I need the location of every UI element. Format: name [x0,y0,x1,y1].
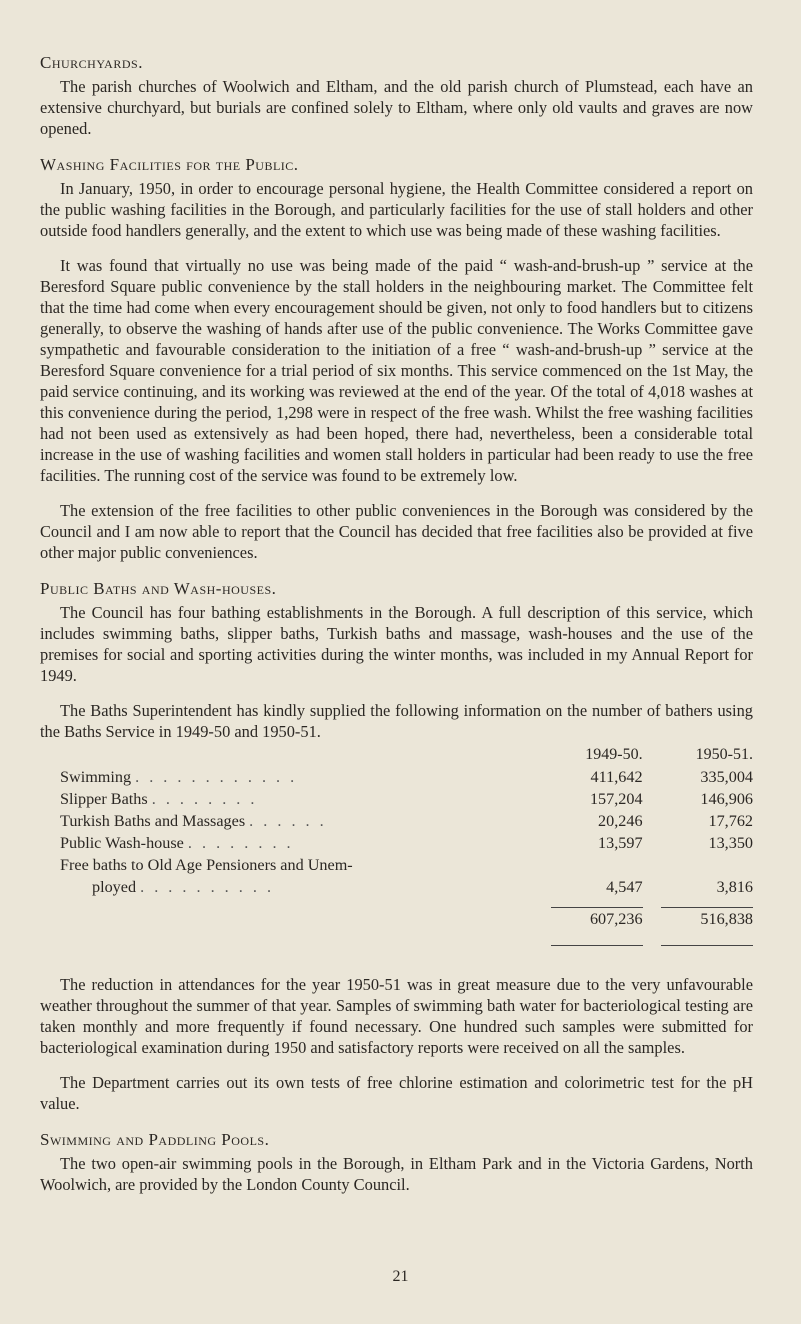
total-1949-50: 607,236 [589,910,643,928]
baths-paragraph-2: The Baths Superintendent has kindly supplied the following information on the number of bathers using the Baths Service in 1949-50 and 1950-51. [40,701,753,741]
row-label: Public Wash-house [60,834,184,852]
table-row [60,854,753,876]
column-header-1949-50: 1949-50. [585,746,643,763]
row-label: Free baths to Old Age Pensioners and Unem- [60,856,353,874]
table-row [60,876,753,898]
pools-paragraph: The two open-air swimming pools in the Borough, in Eltham Park and in the Victoria Gardens, North Woolwich, are provided by the London County Council. [40,1154,753,1194]
section-churchyards [40,52,753,139]
total-1950-51: 516,838 [700,910,753,928]
pools-heading: Swimming and Paddling Pools. [40,1130,270,1149]
table-row [60,788,753,810]
leader-dots: . . . . . . . . [187,834,294,852]
leader-dots: . . . . . . . . . . . . [135,768,298,786]
baths-paragraph-4: The Department carries out its own tests of free chlorine estimation and colorimetric test for the pH value. [40,1073,753,1113]
row-label: Slipper Baths [60,790,148,808]
leader-dots: . . . . . . . . . . [140,878,274,896]
table-header-row [60,744,753,766]
page-number: 21 [392,1268,409,1285]
cell-1949-50: 4,547 [606,878,643,896]
cell-1949-50: 20,246 [598,812,643,830]
baths-paragraph-3: The reduction in attendances for the year 1950-51 was in great measure due to the very unfavourable weather throughout the summer of that year. Samples of swimming bath water for bacteriological testing are taken monthly and more frequently if found necessary. One hundred such samples were submitted for bacteriological examination during 1950 and satisfactory reports were received on all the samples. [40,975,753,1057]
section-public-baths [40,578,753,1114]
row-label: Swimming [60,768,132,786]
cell-1950-51: 3,816 [716,878,753,896]
column-header-1950-51: 1950-51. [695,746,753,763]
washing-heading: Washing Facilities for the Public. [40,155,299,174]
leader-dots: . . . . . . [249,812,327,830]
row-label: ployed [92,878,137,896]
cell-1950-51: 17,762 [708,812,753,830]
table-row [60,832,753,854]
washing-paragraph-1: In January, 1950, in order to encourage personal hygiene, the Health Committee considered a report on the public washing facilities in the Borough, and particularly facilities for the use of stall holders and other outside food handlers generally, and the extent to which use was being made of these washing facilities. [40,179,753,240]
row-label: Turkish Baths and Massages [60,812,246,830]
total-rule [551,945,643,946]
washing-paragraph-3: The extension of the free facilities to other public conveniences in the Borough was considered by the Council and I am now able to report that the Council has decided that free facilities also be provided at five other major public conveniences. [40,501,753,562]
table-row [60,810,753,832]
table-row [60,766,753,788]
cell-1950-51: 13,350 [708,834,753,852]
total-row [60,908,753,930]
rule-row [60,898,753,908]
cell-1950-51: 146,906 [700,790,753,808]
cell-1950-51: 335,004 [700,768,753,786]
baths-paragraph-1: The Council has four bathing establishments in the Borough. A full description of this service, which includes swimming baths, slipper baths, Turkish baths and massage, wash-houses and the use of the premises for social and sporting activities during the winter months, was included in my Annual Report for 1949. [40,603,753,685]
churchyards-paragraph: The parish churches of Woolwich and Eltham, and the old parish church of Plumstead, each have an extensive churchyard, but burials are confined solely to Eltham, where only old vaults and graves are now opened. [40,77,753,138]
cell-1949-50: 13,597 [598,834,643,852]
total-rule [661,945,753,946]
rule-row [60,930,753,952]
section-washing-facilities [40,154,753,563]
section-swimming-pools [40,1129,753,1195]
cell-1949-50: 157,204 [589,790,643,808]
washing-paragraph-2: It was found that virtually no use was being made of the paid “ wash-and-brush-up ” service at the Beresford Square public convenience by the stall holders in the neighbouring market. The Committee felt that the time had come when every encouragement should be given, not only to food handlers but to citizens generally, to observe the washing of hands after use of the public convenience. The Works Committee gave sympathetic and favourable consideration to the initiation of a free “ wash-and-brush-up ” service at the Beresford Square convenience for a trial period of six months. This service commenced on the 1st May, the paid service continuing, and its working was reviewed at the end of the year. Of the total of 4,018 washes at this convenience during the period, 1,298 were in respect of the free wash. Whilst the free washing facilities had not been used as extensively as had been hoped, there had, nevertheless, been a considerable total increase in the use of washing facilities and women stall holders in particular had been ready to use the free facilities. The running cost of the service was found to be extremely low. [40,256,753,485]
bathers-table [60,744,753,952]
cell-1949-50: 411,642 [590,768,643,786]
churchyards-heading: Churchyards. [40,53,143,72]
leader-dots: . . . . . . . . [151,790,258,808]
baths-heading: Public Baths and Wash-houses. [40,579,277,598]
